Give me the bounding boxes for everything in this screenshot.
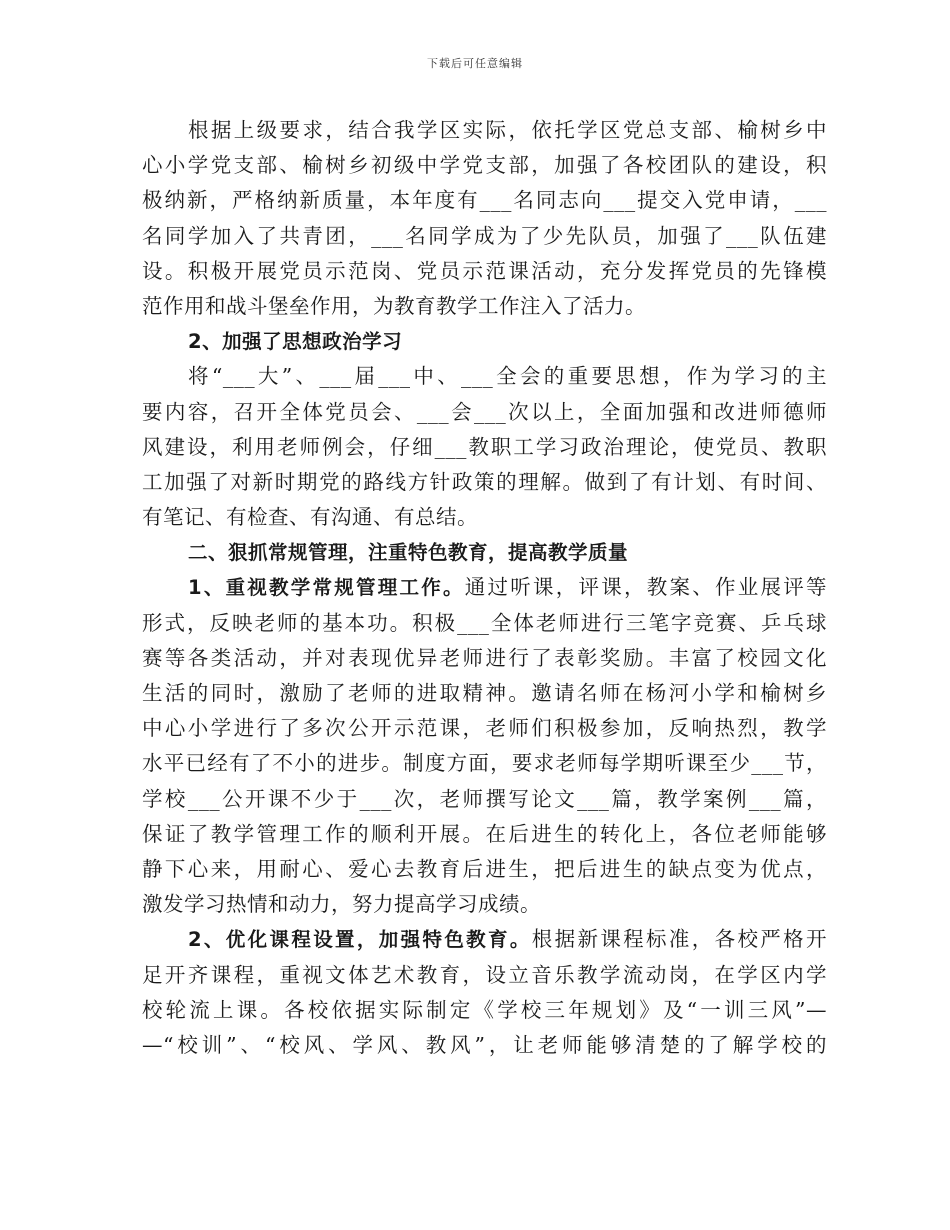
line-text: 校轮流上课。各校依据实际制定《学校三年规划》及“一训三风”—	[142, 997, 827, 1022]
text-line	[142, 817, 827, 852]
bold-lead-in: 2、优化课程设置，加强特色教育。	[188, 928, 532, 952]
line-text: 水平已经有了不小的进步。制度方面，要求老师每学期听课至少___节，	[142, 751, 827, 776]
line-text: 学校___公开课不少于___次，老师撰写论文___篇，教学案例___篇，	[142, 786, 827, 811]
text-line	[142, 1028, 827, 1063]
text-line	[142, 465, 827, 500]
line-text: 生活的同时，激励了老师的进取精神。邀请名师在杨河小学和榆树乡	[142, 681, 827, 705]
line-text: 根据新课程标准，各校严格开	[531, 927, 828, 952]
text-line	[142, 993, 827, 1028]
bold-lead-in: 1、重视教学常规管理工作。	[188, 576, 465, 600]
text-line	[142, 570, 827, 605]
text-line	[142, 958, 827, 993]
line-text: 极纳新，严格纳新质量，本年度有___名同志向___提交入党申请，___	[142, 188, 827, 213]
line-text: 风建设，利用老师例会，仔细___教职工学习政治理论，使党员、教职	[142, 434, 827, 459]
line-text: 有笔记、有检查、有沟通、有总结。	[142, 505, 478, 530]
page-header: 下载后可任意编辑	[427, 57, 523, 70]
line-text: 保证了教学管理工作的顺利开展。在后进生的转化上，各位老师能够	[142, 821, 827, 846]
text-line	[142, 219, 827, 254]
text-line	[142, 852, 827, 887]
text-line	[142, 254, 827, 289]
line-text: 激发学习热情和动力，努力提高学习成绩。	[142, 892, 541, 917]
text-line	[142, 606, 827, 641]
text-line	[142, 113, 827, 148]
text-line	[142, 183, 827, 218]
line-text: 范作用和战斗堡垒作用，为教育教学工作注入了活力。	[142, 293, 646, 318]
line-text: 名同学加入了共青团，___名同学成为了少先队员，加强了___队伍建	[142, 223, 827, 248]
line-text: 设。积极开展党员示范岗、党员示范课活动，充分发挥党员的先锋模	[142, 258, 827, 283]
line-text: 中心小学进行了多次公开示范课，老师们积极参加，反响热烈，教学	[142, 716, 827, 741]
document-body	[142, 113, 827, 1063]
line-text: 通过听课，评课，教案、作业展评等	[464, 575, 828, 600]
line-text: 足开齐课程，重视文体艺术教育，设立音乐教学流动岗，在学区内学	[142, 962, 827, 987]
line-text: 根据上级要求，结合我学区实际，依托学区党总支部、榆树乡中	[188, 118, 827, 142]
line-text: 将“___大”、___届___中、___全会的重要思想，作为学习的主	[188, 364, 827, 389]
line-text: 心小学党支部、榆树乡初级中学党支部，加强了各校团队的建设，积	[142, 153, 827, 178]
text-line	[142, 359, 827, 394]
line-text: 二、狠抓常规管理，注重特色教育，提高教学质量	[188, 541, 629, 565]
text-line	[142, 395, 827, 430]
text-line	[142, 782, 827, 817]
text-line	[142, 711, 827, 746]
text-line	[142, 922, 827, 957]
line-text: —“校训”、“校风、学风、教风”，让老师能够清楚的了解学校的	[142, 1032, 827, 1057]
section-heading	[142, 324, 827, 359]
text-line	[142, 148, 827, 183]
line-text: 要内容，召开全体党员会、___会___次以上，全面加强和改进师德师	[142, 399, 827, 424]
line-text: 形式，反映老师的基本功。积极___全体老师进行三笔字竞赛、乒乓球	[142, 610, 827, 635]
line-text: 赛等各类活动，并对表现优异老师进行了表彰奖励。丰富了校园文化	[142, 645, 827, 670]
text-line	[142, 430, 827, 465]
text-line	[142, 887, 827, 922]
text-line	[142, 676, 827, 711]
line-text: 2、加强了思想政治学习	[188, 330, 403, 354]
line-text: 静下心来，用耐心、爱心去教育后进生，把后进生的缺点变为优点，	[142, 856, 827, 881]
line-text: 工加强了对新时期党的路线方针政策的理解。做到了有计划、有时间、	[142, 469, 827, 494]
text-line	[142, 746, 827, 781]
text-line	[142, 289, 827, 324]
section-heading	[142, 535, 827, 570]
text-line	[142, 641, 827, 676]
text-line	[142, 500, 827, 535]
